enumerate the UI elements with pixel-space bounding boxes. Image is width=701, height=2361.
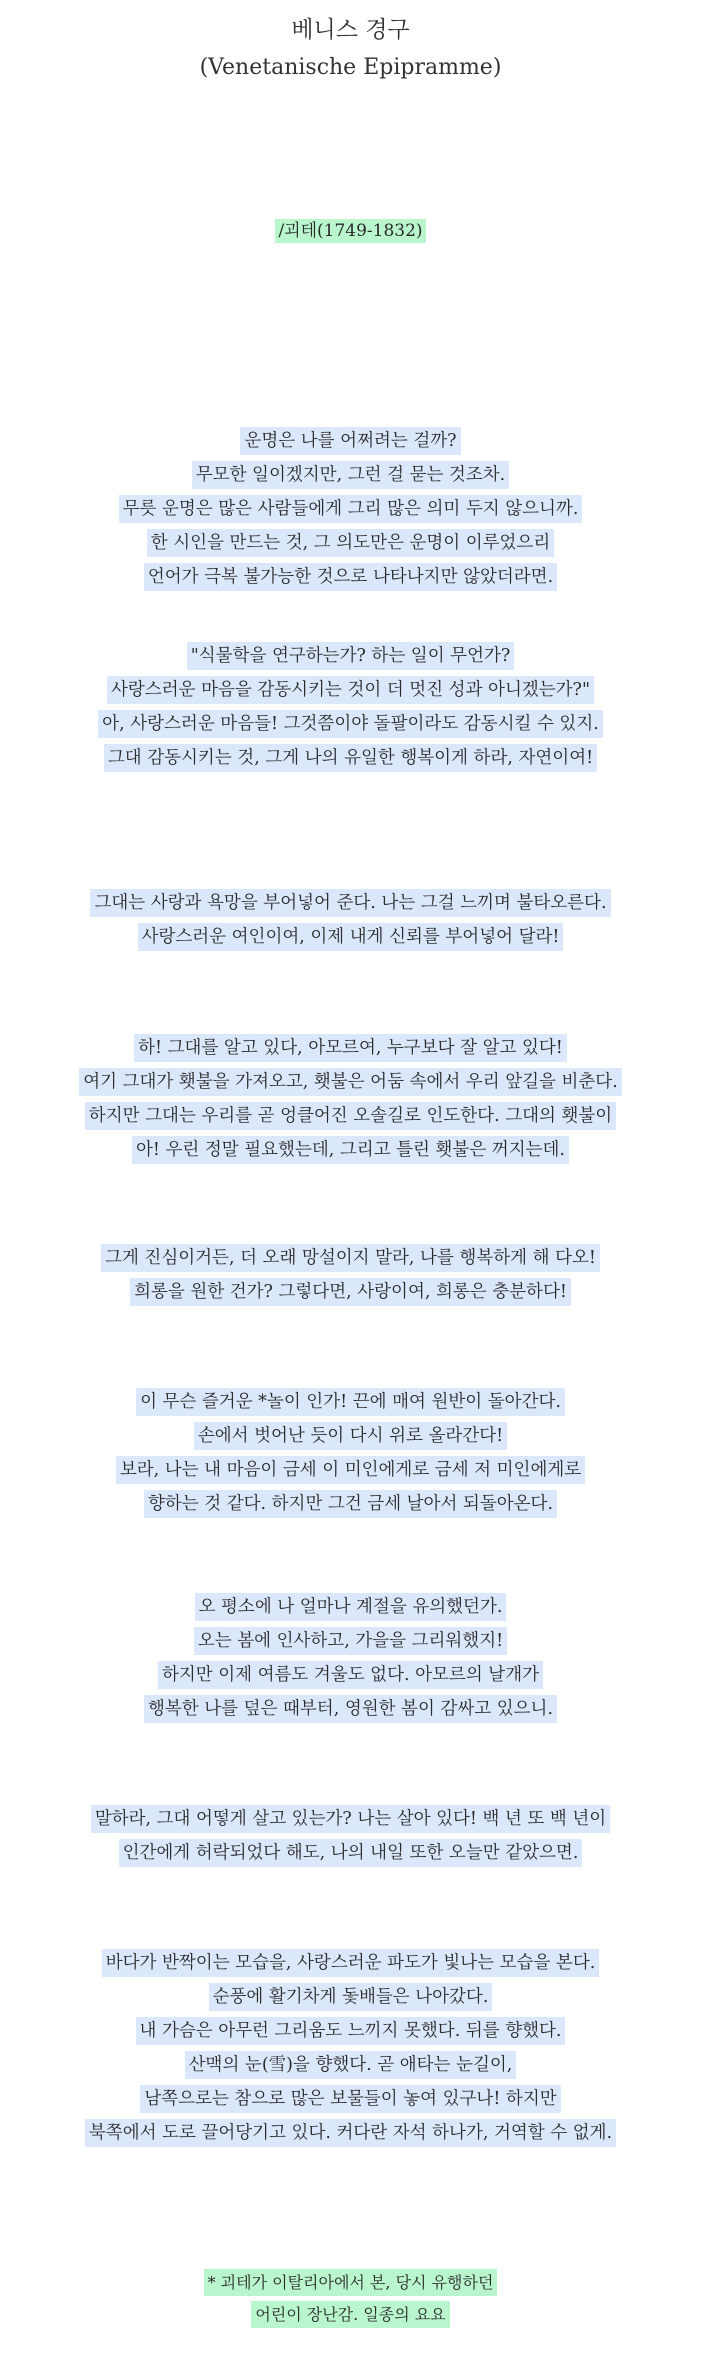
footnote-line: 어린이 장난감. 일종의 요요 [0,2299,701,2331]
poem-line: 아, 사랑스러운 마음들! 그것쯤이야 돌팔이라도 감동시킬 수 있지. [0,707,701,741]
poem-line: 한 시인을 만드는 것, 그 의도만은 운명이 이루었으리 [0,526,701,560]
poem-line: 희롱을 원한 건가? 그렇다면, 사랑이여, 희롱은 충분하다! [0,1275,701,1309]
stanza-3 [0,886,701,954]
poem-line: 산맥의 눈(雪)을 향했다. 곧 애타는 눈길이, [0,2048,701,2082]
poem-subtitle: (Venetanische Epipramme) [199,55,502,80]
poem-line: "식물학을 연구하는가? 하는 일이 무언가? [0,639,701,673]
poem-line: 하! 그대를 알고 있다, 아모르여, 누구보다 잘 알고 있다! [0,1031,701,1065]
stanza-4 [0,1031,701,1167]
poem-line: 보라, 나는 내 마음이 금세 이 미인에게로 금세 저 미인에게로 [0,1453,701,1487]
author-line [0,218,701,244]
poem-line: 하지만 그대는 우리를 곧 엉클어진 오솔길로 인도한다. 그대의 횃불이 [0,1099,701,1133]
poem-line: 인간에게 허락되었다 해도, 나의 내일 또한 오늘만 같았으면. [0,1836,701,1870]
stanza-9 [0,1946,701,2150]
poem-line: 사랑스러운 여인이여, 이제 내게 신뢰를 부어넣어 달라! [0,920,701,954]
author-name: /괴테(1749-1832) [275,219,425,243]
stanza-1 [0,424,701,594]
poem-line: 무릇 운명은 많은 사람들에게 그리 많은 의미 두지 않으니까. [0,492,701,526]
footnote-line: * 괴테가 이탈리아에서 본, 당시 유행하던 [0,2267,701,2299]
poem-line: 운명은 나를 어쩌려는 걸까? [0,424,701,458]
stanza-6 [0,1385,701,1521]
poem-line: 그게 진심이거든, 더 오래 망설이지 말라, 나를 행복하게 해 다오! [0,1241,701,1275]
stanza-5 [0,1241,701,1309]
stanza-2 [0,639,701,775]
poem-line: 하지만 이제 여름도 겨울도 없다. 아모르의 날개가 [0,1658,701,1692]
poem-line: 아! 우린 정말 필요했는데, 그리고 틀린 횃불은 꺼지는데. [0,1133,701,1167]
poem-line: 행복한 나를 덮은 때부터, 영원한 봄이 감싸고 있으니. [0,1692,701,1726]
poem-line: 손에서 벗어난 듯이 다시 위로 올라간다! [0,1419,701,1453]
poem-line: 여기 그대가 횃불을 가져오고, 횃불은 어둠 속에서 우리 앞길을 비춘다. [0,1065,701,1099]
poem-line: 바다가 반짝이는 모습을, 사랑스러운 파도가 빛나는 모습을 본다. [0,1946,701,1980]
poem-line: 북쪽에서 도로 끌어당기고 있다. 커다란 자석 하나가, 거역할 수 없게. [0,2116,701,2150]
poem-line: 사랑스러운 마음을 감동시키는 것이 더 멋진 성과 아니겠는가?" [0,673,701,707]
poem-line: 이 무슨 즐거운 *놀이 인가! 끈에 매여 원반이 돌아간다. [0,1385,701,1419]
poem-line: 언어가 극복 불가능한 것으로 나타나지만 않았더라면. [0,560,701,594]
poem-line: 오는 봄에 인사하고, 가을을 그리워했지! [0,1624,701,1658]
poem-line: 내 가슴은 아무런 그리움도 느끼지 못했다. 뒤를 향했다. [0,2014,701,2048]
stanza-8 [0,1802,701,1870]
poem-line: 순풍에 활기차게 돛배들은 나아갔다. [0,1980,701,2014]
poem-line: 말하라, 그대 어떻게 살고 있는가? 나는 살아 있다! 백 년 또 백 년이 [0,1802,701,1836]
poem-line: 그대 감동시키는 것, 그게 나의 유일한 행복이게 하라, 자연이여! [0,741,701,775]
poem-line: 그대는 사랑과 욕망을 부어넣어 준다. 나는 그걸 느끼며 불타오른다. [0,886,701,920]
poem-title: 베니스 경구 [291,17,410,43]
footnote [0,2267,701,2331]
poem-line: 향하는 것 같다. 하지만 그건 금세 날아서 되돌아온다. [0,1487,701,1521]
poem-line: 무모한 일이겠지만, 그런 걸 묻는 것조차. [0,458,701,492]
stanza-7 [0,1590,701,1726]
poem-line: 오 평소에 나 얼마나 계절을 유의했던가. [0,1590,701,1624]
poem-line: 남쪽으로는 참으로 많은 보물들이 놓여 있구나! 하지만 [0,2082,701,2116]
